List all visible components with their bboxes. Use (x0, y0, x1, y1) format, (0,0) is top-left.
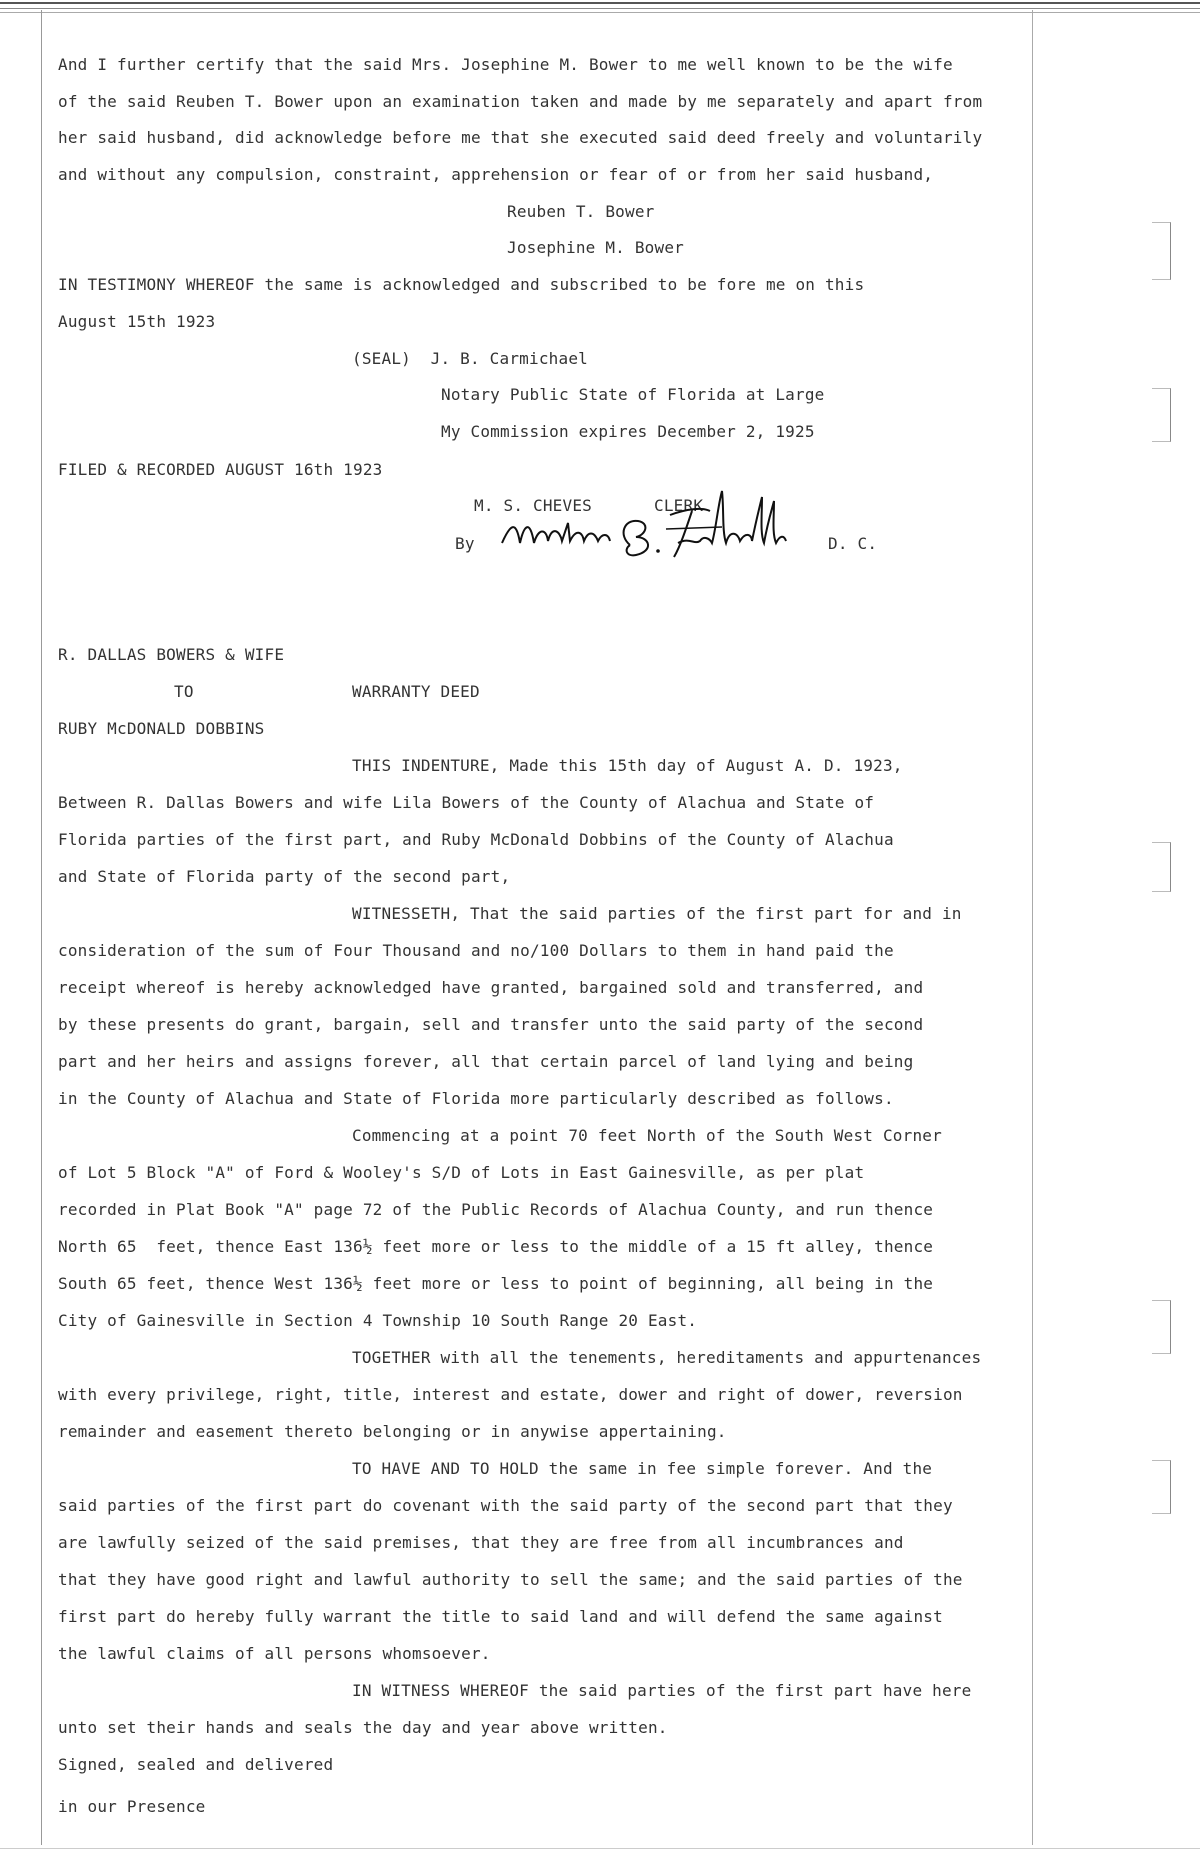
top-rule (0, 2, 1200, 16)
text-line: consideration of the sum of Four Thousand and no/100 Dollars to them in hand paid the (58, 941, 894, 960)
text-line: August 15th 1923 (58, 312, 216, 331)
text-line: receipt whereof is hereby acknowledged have granted, bargained sold and transferred, and (58, 978, 924, 997)
text-line: and State of Florida party of the second part, (58, 867, 511, 886)
filed-recorded-line: FILED & RECORDED AUGUST 16th 1923 (58, 460, 383, 479)
text-line: unto set their hands and seals the day and year above written. (58, 1718, 668, 1737)
text-line: part and her heirs and assigns forever, all that certain parcel of land lying and being (58, 1052, 914, 1071)
text-line: first part do hereby fully warrant the title to said land and will defend the same against (58, 1607, 943, 1626)
text-line: with every privilege, right, title, interest and estate, dower and right of dower, reversion (58, 1385, 963, 1404)
text-line: Commencing at a point 70 feet North of the South West Corner (352, 1126, 942, 1145)
margin-bracket (1152, 842, 1171, 892)
text-line: Between R. Dallas Bowers and wife Lila Bowers of the County of Alachua and State of (58, 793, 875, 812)
text-line: her said husband, did acknowledge before me that she executed said deed freely and voluntarily (58, 128, 983, 147)
right-margin-line (1032, 10, 1033, 1845)
text-line: TOGETHER with all the tenements, hereditaments and appurtenances (352, 1348, 982, 1367)
text-line: in the County of Alachua and State of Florida more particularly described as follows. (58, 1089, 894, 1108)
notary-title: Notary Public State of Florida at Large (441, 385, 825, 404)
dc-label: D. C. (828, 534, 878, 553)
text-line: by these presents do grant, bargain, sell and transfer unto the said party of the second (58, 1015, 924, 1034)
text-line: recorded in Plat Book "A" page 72 of the Public Records of Alachua County, and run thence (58, 1200, 934, 1219)
text-line: City of Gainesville in Section 4 Township 10 South Range 20 East. (58, 1311, 698, 1330)
text-line: Signed, sealed and delivered (58, 1755, 334, 1774)
grantor-signature-1: Reuben T. Bower (507, 202, 655, 221)
to-label: TO (174, 682, 194, 701)
text-line: And I further certify that the said Mrs. Josephine M. Bower to me well known to be the wife (58, 55, 953, 74)
margin-bracket (1152, 222, 1171, 280)
text-line: remainder and easement thereto belonging or in anywise appertaining. (58, 1422, 727, 1441)
text-line: South 65 feet, thence West 136½ feet more or less to point of beginning, all being in the (58, 1274, 934, 1293)
grantor-heading: R. DALLAS BOWERS & WIFE (58, 645, 285, 664)
bottom-rule (0, 1848, 1200, 1849)
text-line: WITNESSETH, That the said parties of the first part for and in (352, 904, 962, 923)
margin-bracket (1152, 388, 1171, 442)
text-line: THIS INDENTURE, Made this 15th day of August A. D. 1923, (352, 756, 903, 775)
notary-commission: My Commission expires December 2, 1925 (441, 422, 815, 441)
text-line: said parties of the first part do covenant with the said party of the second part that they (58, 1496, 953, 1515)
margin-bracket (1152, 1460, 1171, 1514)
text-line: IN WITNESS WHEREOF the said parties of the first part have here (352, 1681, 972, 1700)
text-line: IN TESTIMONY WHEREOF the same is acknowledged and subscribed to be fore me on this (58, 275, 865, 294)
text-line: the lawful claims of all persons whomsoever. (58, 1644, 491, 1663)
text-line: in our Presence (58, 1797, 206, 1816)
text-line: that they have good right and lawful authority to sell the same; and the said parties of the (58, 1570, 963, 1589)
handwritten-signature (490, 485, 810, 565)
notary-seal-line: (SEAL) J. B. Carmichael (352, 349, 588, 368)
text-line: TO HAVE AND TO HOLD the same in fee simple forever. And the (352, 1459, 933, 1478)
deed-type: WARRANTY DEED (352, 682, 480, 701)
text-line: Florida parties of the first part, and Ruby McDonald Dobbins of the County of Alachua (58, 830, 894, 849)
grantor-signature-2: Josephine M. Bower (507, 238, 684, 257)
text-line: of the said Reuben T. Bower upon an examination taken and made by me separately and apart from (58, 92, 983, 111)
by-label: By (455, 534, 475, 553)
grantee-heading: RUBY McDONALD DOBBINS (58, 719, 265, 738)
text-line: are lawfully seized of the said premises, that they are free from all incumbrances and (58, 1533, 904, 1552)
left-margin-line (41, 10, 42, 1845)
margin-bracket (1152, 1300, 1171, 1354)
text-line: of Lot 5 Block "A" of Ford & Wooley's S/D of Lots in East Gainesville, as per plat (58, 1163, 865, 1182)
clerk-label: CLERK (654, 496, 704, 515)
text-line: North 65 feet, thence East 136½ feet more or less to the middle of a 15 ft alley, thence (58, 1237, 934, 1256)
text-line: and without any compulsion, constraint, apprehension or fear of or from her said husband, (58, 165, 934, 184)
clerk-name: M. S. CHEVES (474, 496, 592, 515)
